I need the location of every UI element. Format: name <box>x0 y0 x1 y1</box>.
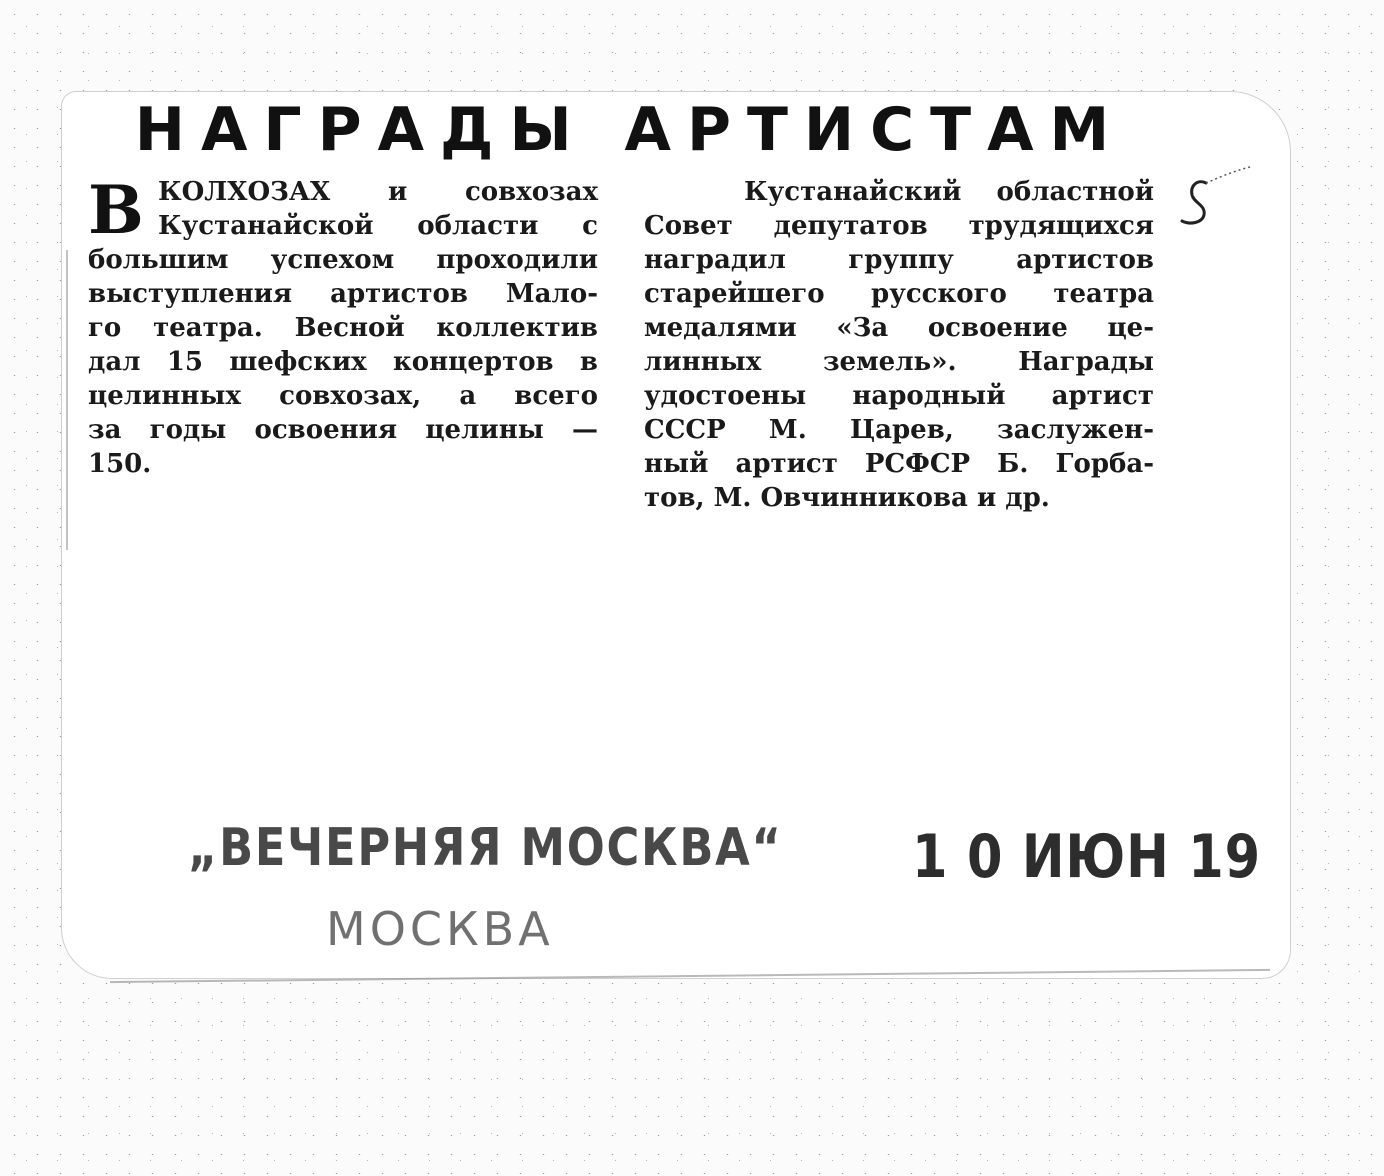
date-stamp: 1 0 ИЮН 19 <box>912 822 1261 892</box>
text-line: Кустанайский областной <box>744 177 1154 207</box>
newspaper-name-stamp: „ВЕЧЕРНЯЯ МОСКВА“ <box>188 818 783 878</box>
text-line: за годы освоения целины — <box>88 415 598 445</box>
text-line: дал 15 шефских концертов в <box>88 347 598 377</box>
city-stamp: МОСКВА <box>326 902 554 956</box>
text-line: линных земель». Награды <box>644 347 1154 377</box>
article-right-column <box>644 175 1154 515</box>
text-line: тов, М. Овчинникова и др. <box>644 483 1050 513</box>
text-line: ный артист РСФСР Б. Горба- <box>644 449 1154 479</box>
text-line: го театра. Весной коллектив <box>88 313 598 343</box>
drop-cap: В <box>88 171 144 249</box>
handwritten-mark <box>1170 155 1260 245</box>
text-line: Кустанайской области с <box>158 211 598 241</box>
text-line: наградил группу артистов <box>644 245 1154 275</box>
text-line: старейшего русского театра <box>644 279 1154 309</box>
text-line: медалями «За освоение це- <box>644 313 1154 343</box>
text-line: выступления артистов Мало- <box>88 279 598 309</box>
article-headline: НАГРАДЫ АРТИСТАМ <box>134 95 1126 165</box>
text-line: 150. <box>88 449 152 479</box>
text-line: большим успехом проходили <box>88 245 598 275</box>
text-line: Совет депутатов трудящихся <box>644 211 1154 241</box>
clipping-left-edge <box>66 250 68 550</box>
text-line: удостоены народный артист <box>644 381 1154 411</box>
text-line: СССР М. Царев, заслужен- <box>644 415 1154 445</box>
text-line: целинных совхозах, а всего <box>88 381 598 411</box>
text-line: КОЛХОЗАХ и совхозах <box>158 177 598 207</box>
article-left-column <box>88 171 598 481</box>
